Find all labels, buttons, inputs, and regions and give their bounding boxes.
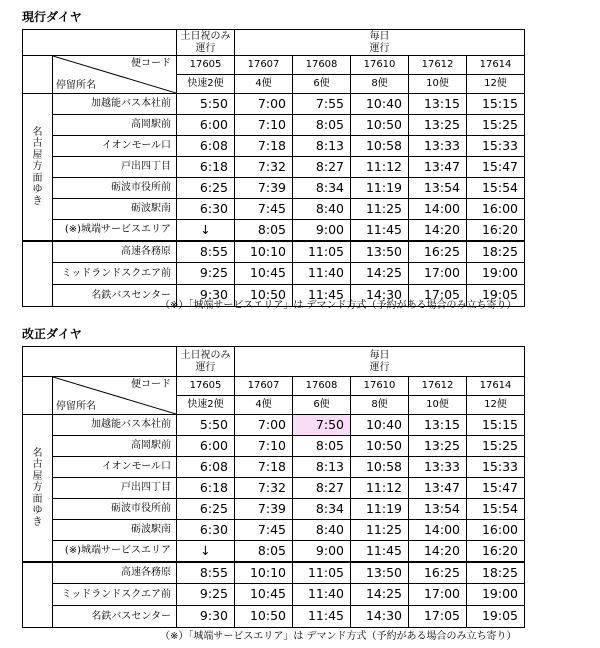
time-cell: 13:54 [409, 178, 467, 199]
time-cell: 16:25 [409, 241, 467, 263]
trip-code: 17605 [177, 56, 235, 75]
table-row [23, 457, 525, 478]
trip-number: 快速2便 [177, 75, 235, 94]
time-cell: 7:00 [235, 415, 293, 436]
section-title-revised: 改正ダイヤ [22, 327, 82, 341]
time-cell: 15:33 [467, 136, 525, 157]
time-cell: 10:40 [351, 415, 409, 436]
trip-code: 17610 [351, 377, 409, 396]
stop-name: 砺波市役所前 [53, 499, 177, 520]
stop-name: イオンモール口 [53, 136, 177, 157]
time-cell: 11:45 [293, 606, 351, 628]
time-cell: 10:50 [351, 115, 409, 136]
time-cell: 17:00 [409, 584, 467, 606]
table-row [23, 415, 525, 436]
time-cell: 10:50 [235, 285, 293, 307]
time-cell: 15:15 [467, 94, 525, 115]
code-label: 便コード [131, 58, 171, 69]
trip-code: 17608 [293, 56, 351, 75]
time-cell: 11:12 [351, 478, 409, 499]
direction-blank [23, 562, 53, 628]
time-cell: 15:54 [467, 499, 525, 520]
time-cell: 8:13 [293, 136, 351, 157]
timetable-current [22, 29, 525, 307]
table-row [23, 136, 525, 157]
trip-number: 10便 [409, 396, 467, 415]
time-cell: ↓ [177, 220, 235, 241]
time-cell: 19:00 [467, 584, 525, 606]
time-cell: 10:10 [235, 241, 293, 263]
trip-code: 17607 [235, 377, 293, 396]
time-cell: 18:25 [467, 241, 525, 263]
time-cell: 16:20 [467, 541, 525, 562]
table-row [23, 584, 525, 606]
time-cell: 19:05 [467, 606, 525, 628]
time-cell: 11:12 [351, 157, 409, 178]
time-cell: 16:00 [467, 520, 525, 541]
stop-name: 高速各務原 [53, 241, 177, 263]
time-cell: 6:08 [177, 136, 235, 157]
trip-number: 6便 [293, 75, 351, 94]
time-cell: 8:34 [293, 178, 351, 199]
time-cell: 9:25 [177, 584, 235, 606]
trip-code: 17612 [409, 56, 467, 75]
time-cell: 14:20 [409, 220, 467, 241]
trip-code: 17614 [467, 377, 525, 396]
stop-name: (※)城端サービスエリア [53, 220, 177, 241]
table-row [23, 94, 525, 115]
time-cell: 16:00 [467, 199, 525, 220]
time-cell: 6:18 [177, 157, 235, 178]
time-cell: 7:45 [235, 199, 293, 220]
table-row [23, 606, 525, 628]
stop-name: 加越能バス本社前 [53, 415, 177, 436]
time-cell: 7:18 [235, 136, 293, 157]
time-cell: 8:05 [293, 436, 351, 457]
stop-name: ミッドランドスクエア前 [53, 584, 177, 606]
time-cell: 18:25 [467, 562, 525, 584]
table-row [23, 115, 525, 136]
table-row [23, 157, 525, 178]
time-cell: 13:15 [409, 415, 467, 436]
direction-blank [23, 377, 53, 415]
stop-name: 名鉄バスセンター [53, 285, 177, 307]
time-cell: 7:45 [235, 520, 293, 541]
time-cell: 8:05 [293, 115, 351, 136]
time-cell: 7:39 [235, 178, 293, 199]
trip-code: 17607 [235, 56, 293, 75]
time-cell: 7:10 [235, 436, 293, 457]
time-cell: 16:20 [467, 220, 525, 241]
time-cell: 6:00 [177, 436, 235, 457]
time-cell: 8:05 [235, 220, 293, 241]
daily-label: 毎日 運行 [235, 30, 525, 56]
time-cell: 6:25 [177, 499, 235, 520]
time-cell: 8:27 [293, 157, 351, 178]
time-cell: 15:25 [467, 115, 525, 136]
time-cell: 15:54 [467, 178, 525, 199]
trip-number: 6便 [293, 396, 351, 415]
trip-code: 17608 [293, 377, 351, 396]
time-cell: 8:40 [293, 520, 351, 541]
time-cell: 11:19 [351, 178, 409, 199]
time-cell: 13:47 [409, 478, 467, 499]
header-blank [23, 30, 177, 56]
direction-blank [23, 241, 53, 307]
time-cell: 16:25 [409, 562, 467, 584]
table-row [23, 436, 525, 457]
trip-number: 4便 [235, 396, 293, 415]
time-cell: 13:25 [409, 436, 467, 457]
time-cell: 15:15 [467, 415, 525, 436]
trip-number: 快速2便 [177, 396, 235, 415]
table-row [23, 478, 525, 499]
weekend-only-label: 土日祝のみ 運行 [177, 30, 235, 56]
time-cell: 14:20 [409, 541, 467, 562]
time-cell: 7:32 [235, 478, 293, 499]
time-cell: 9:00 [293, 541, 351, 562]
footnote-current: （※）「城端サービスエリア」は デマンド方式（予約がある場合のみ立ち寄り） [160, 300, 517, 311]
time-cell: 8:55 [177, 241, 235, 263]
time-cell: 10:58 [351, 136, 409, 157]
trip-number: 12便 [467, 396, 525, 415]
changed-time-cell: 7:50 [293, 415, 351, 436]
stop-name: 高岡駅前 [53, 115, 177, 136]
time-cell: 7:10 [235, 115, 293, 136]
time-cell: 15:47 [467, 157, 525, 178]
time-cell: 6:30 [177, 520, 235, 541]
trip-number: 4便 [235, 75, 293, 94]
table-row [23, 499, 525, 520]
trip-code: 17612 [409, 377, 467, 396]
time-cell: 11:19 [351, 499, 409, 520]
time-cell: 10:10 [235, 562, 293, 584]
time-cell: 7:39 [235, 499, 293, 520]
time-cell: 14:30 [351, 606, 409, 628]
time-cell: 14:25 [351, 263, 409, 285]
table-row [23, 541, 525, 562]
timetable-revised [22, 346, 525, 628]
time-cell: 10:45 [235, 263, 293, 285]
time-cell: 9:00 [293, 220, 351, 241]
time-cell: 19:05 [467, 285, 525, 307]
time-cell: 11:25 [351, 199, 409, 220]
daily-label: 毎日 運行 [235, 347, 525, 377]
footnote-revised: （※）「城端サービスエリア」は デマンド方式（予約がある場合のみ立ち寄り） [160, 631, 517, 642]
trip-number: 8便 [351, 396, 409, 415]
time-cell: 8:40 [293, 199, 351, 220]
code-label: 便コード [131, 379, 171, 390]
stop-name-label: 停留所名 [56, 79, 96, 91]
table-row [23, 241, 525, 263]
time-cell: 15:47 [467, 478, 525, 499]
stop-name: 砺波駅南 [53, 199, 177, 220]
header-blank [23, 347, 177, 377]
time-cell: 13:15 [409, 94, 467, 115]
stop-name: 高速各務原 [53, 562, 177, 584]
time-cell: 9:30 [177, 285, 235, 307]
time-cell: 14:00 [409, 520, 467, 541]
stop-name: 名鉄バスセンター [53, 606, 177, 628]
time-cell: 7:32 [235, 157, 293, 178]
stop-name: 砺波駅南 [53, 520, 177, 541]
time-cell: 8:27 [293, 478, 351, 499]
time-cell: 10:58 [351, 457, 409, 478]
time-cell: 7:55 [293, 94, 351, 115]
trip-code: 17610 [351, 56, 409, 75]
time-cell: 11:40 [293, 263, 351, 285]
header-diagonal-cell [53, 377, 177, 415]
time-cell: 10:40 [351, 94, 409, 115]
time-cell: 14:25 [351, 584, 409, 606]
trip-code: 17614 [467, 56, 525, 75]
time-cell: 13:33 [409, 136, 467, 157]
stop-name: 加越能バス本社前 [53, 94, 177, 115]
time-cell: 11:45 [351, 220, 409, 241]
time-cell: 13:25 [409, 115, 467, 136]
header-diagonal-cell [53, 56, 177, 94]
time-cell: 13:33 [409, 457, 467, 478]
table-row [23, 263, 525, 285]
time-cell: 6:08 [177, 457, 235, 478]
trip-number: 8便 [351, 75, 409, 94]
time-cell: 15:33 [467, 457, 525, 478]
table-row [23, 520, 525, 541]
time-cell: 10:50 [351, 436, 409, 457]
time-cell: 13:47 [409, 157, 467, 178]
time-cell: 5:50 [177, 415, 235, 436]
time-cell: 8:13 [293, 457, 351, 478]
time-cell: 5:50 [177, 94, 235, 115]
time-cell: 13:50 [351, 562, 409, 584]
time-cell: 11:45 [293, 285, 351, 307]
stop-name: 砺波市役所前 [53, 178, 177, 199]
time-cell: 13:54 [409, 499, 467, 520]
time-cell: 6:00 [177, 115, 235, 136]
time-cell: 8:55 [177, 562, 235, 584]
time-cell: 11:45 [351, 541, 409, 562]
table-row [23, 220, 525, 241]
weekend-only-label: 土日祝のみ 運行 [177, 347, 235, 377]
time-cell: 7:18 [235, 457, 293, 478]
time-cell: 6:18 [177, 478, 235, 499]
time-cell: ↓ [177, 541, 235, 562]
time-cell: 8:05 [235, 541, 293, 562]
table-row [23, 562, 525, 584]
time-cell: 10:45 [235, 584, 293, 606]
time-cell: 10:50 [235, 606, 293, 628]
stop-name: ミッドランドスクエア前 [53, 263, 177, 285]
trip-number: 12便 [467, 75, 525, 94]
direction-blank [23, 56, 53, 94]
direction-label: 名 古 屋 方 面 ゆ き [23, 94, 53, 241]
time-cell: 9:25 [177, 263, 235, 285]
time-cell: 15:25 [467, 436, 525, 457]
time-cell: 6:30 [177, 199, 235, 220]
stop-name: イオンモール口 [53, 457, 177, 478]
time-cell: 11:40 [293, 584, 351, 606]
trip-number: 10便 [409, 75, 467, 94]
time-cell: 11:25 [351, 520, 409, 541]
stop-name: (※)城端サービスエリア [53, 541, 177, 562]
time-cell: 14:30 [351, 285, 409, 307]
time-cell: 13:50 [351, 241, 409, 263]
trip-code: 17605 [177, 377, 235, 396]
stop-name-label: 停留所名 [56, 400, 96, 412]
time-cell: 17:00 [409, 263, 467, 285]
time-cell: 7:00 [235, 94, 293, 115]
table-row [23, 199, 525, 220]
stop-name: 戸出四丁目 [53, 157, 177, 178]
time-cell: 17:05 [409, 285, 467, 307]
time-cell: 6:25 [177, 178, 235, 199]
direction-label: 名 古 屋 方 面 ゆ き [23, 415, 53, 562]
time-cell: 19:00 [467, 263, 525, 285]
time-cell: 9:30 [177, 606, 235, 628]
time-cell: 17:05 [409, 606, 467, 628]
section-title-current: 現行ダイヤ [22, 10, 82, 24]
table-row [23, 178, 525, 199]
time-cell: 14:00 [409, 199, 467, 220]
stop-name: 戸出四丁目 [53, 478, 177, 499]
time-cell: 8:34 [293, 499, 351, 520]
time-cell: 11:05 [293, 562, 351, 584]
time-cell: 11:05 [293, 241, 351, 263]
stop-name: 高岡駅前 [53, 436, 177, 457]
